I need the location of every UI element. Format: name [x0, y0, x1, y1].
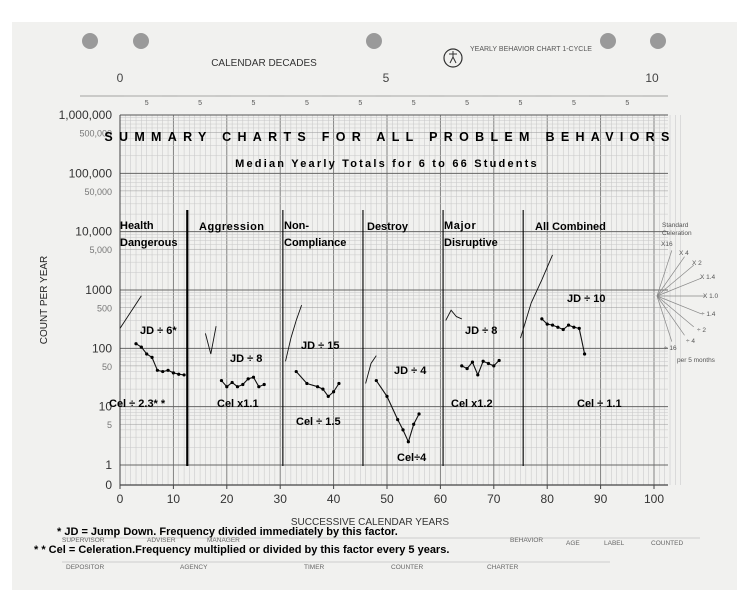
footnote-cel: * * Cel = Celeration.Frequency multiplied or divided by this factor every 5 years.: [34, 544, 450, 556]
y-tick-label: 1000: [85, 283, 112, 297]
data-point: [482, 360, 485, 363]
celeration-fan-label-x16: X16: [661, 241, 673, 248]
field-label-manager: MANAGER: [207, 537, 240, 544]
y-tick-label: 1,000,000: [58, 108, 112, 122]
field-label-adviser: ADVISER: [147, 537, 176, 544]
celeration-fan-title: Standard: [662, 222, 689, 229]
y-axis-tick-labels: [59, 108, 113, 492]
y-tick-label: 5: [106, 420, 112, 431]
y-tick-label: 50: [101, 361, 112, 372]
x-tick-label: 100: [643, 492, 665, 506]
x-tick-label: 80: [540, 492, 554, 506]
binder-hole-icon: [600, 33, 616, 49]
series-line-8: [446, 310, 462, 320]
phase-label-major-2: Disruptive: [444, 237, 498, 249]
data-point: [583, 352, 586, 355]
data-point: [172, 371, 175, 374]
annotation-health-jd: JD ÷ 6*: [140, 325, 177, 337]
decade-day-tick: 5: [144, 100, 149, 107]
celeration-fan-label-x14: X 1.4: [700, 274, 716, 281]
x-tick-label: 70: [487, 492, 501, 506]
phase-label-major: Major: [444, 220, 477, 232]
series-line-4: [286, 305, 302, 361]
data-point: [225, 385, 228, 388]
phase-label-destroy: Destroy: [367, 221, 408, 233]
data-point: [385, 395, 388, 398]
phase-label-health: Health: [120, 220, 154, 232]
celeration-fan-label-x2: X 2: [692, 260, 702, 267]
decade-day-tick: 5: [411, 100, 416, 107]
data-point: [492, 364, 495, 367]
celeration-fan-label-x4: X 4: [679, 250, 689, 257]
field-label-behavior: BEHAVIOR: [510, 537, 544, 544]
data-point: [562, 328, 565, 331]
annotation-noncompliance-jd: JD ÷ 15: [301, 340, 340, 352]
phase-label-health-2: Dangerous: [120, 237, 178, 249]
data-series: [120, 255, 586, 443]
data-point: [417, 412, 420, 415]
data-point: [177, 373, 180, 376]
data-point: [295, 370, 298, 373]
celeration-fan-label-div4: ÷ 4: [686, 338, 695, 345]
celeration-fan-label-x10: X 1.0: [703, 293, 719, 300]
celeration-fan-label-div14: ÷ 1.4: [701, 311, 716, 318]
data-point: [375, 379, 378, 382]
annotation-major-cel: Cel x1.2: [451, 398, 493, 410]
celeration-fan-title-2: Celeration: [662, 230, 692, 237]
data-point: [466, 367, 469, 370]
data-point: [540, 317, 543, 320]
annotation-combined-cel: Cel ÷ 1.1: [577, 398, 622, 410]
binder-hole-icon: [366, 33, 382, 49]
binder-hole-icon: [650, 33, 666, 49]
data-point: [546, 323, 549, 326]
data-point: [412, 423, 415, 426]
field-label-counter: COUNTER: [391, 564, 424, 571]
field-label-label: LABEL: [604, 540, 625, 547]
y-tick-label: 100,000: [68, 166, 112, 181]
chart-publisher-title: YEARLY BEHAVIOR CHART 1-CYCLE: [470, 46, 592, 53]
x-tick-label: 0: [116, 492, 124, 506]
binder-hole-icon: [82, 33, 98, 49]
data-point: [161, 370, 164, 373]
data-point: [471, 361, 474, 364]
data-point: [156, 369, 159, 372]
y-tick-label: 10: [98, 399, 112, 414]
decade-day-tick: 5: [465, 100, 470, 107]
data-point: [572, 326, 575, 329]
decade-day-tick: 5: [358, 100, 363, 107]
data-point: [166, 369, 169, 372]
decade-marker-10: 10: [645, 71, 659, 85]
field-label-charter: CHARTER: [487, 564, 519, 571]
x-tick-label: 50: [380, 492, 394, 506]
field-label-timer: TIMER: [304, 564, 325, 571]
chart-title: SUMMARY CHARTS FOR ALL PROBLEM BEHAVIORS: [104, 130, 676, 144]
data-point: [498, 359, 501, 362]
y-axis-label: COUNT PER YEAR: [39, 255, 50, 345]
data-point: [321, 388, 324, 391]
binder-hole-icon: [133, 33, 149, 49]
annotation-destroy-jd: JD ÷ 4: [394, 365, 427, 377]
celeration-fan-label-div2: ÷ 2: [697, 327, 706, 334]
x-axis-tick-labels: [117, 485, 665, 506]
decade-marker-0: 0: [116, 71, 124, 85]
data-point: [567, 324, 570, 327]
data-point: [401, 428, 404, 431]
decade-marker-5: 5: [382, 71, 390, 85]
decade-day-tick: 5: [251, 100, 256, 107]
data-point: [134, 342, 137, 345]
behavior-research-logo: [444, 49, 462, 67]
field-label-depositor: DEPOSITOR: [66, 564, 105, 571]
data-point: [140, 345, 143, 348]
data-point: [327, 395, 330, 398]
decade-day-tick: 5: [571, 100, 576, 107]
annotation-health-cel: Cel ÷ 2.3* *: [109, 398, 166, 410]
celeration-fan-footnote: per 5 months: [677, 357, 715, 364]
decade-day-tick: 5: [198, 100, 203, 107]
decade-day-tick: 5: [518, 100, 523, 107]
field-label-supervisor: SUPERVISOR: [62, 537, 105, 544]
data-point: [241, 383, 244, 386]
footnote-jd: * JD = Jump Down. Frequency divided immediately by this factor.: [57, 526, 398, 538]
annotation-noncompliance-cel: Cel ÷ 1.5: [296, 416, 341, 428]
phase-label-all-combined: All Combined: [535, 221, 606, 233]
data-point: [556, 326, 559, 329]
x-tick-label: 40: [326, 492, 341, 506]
x-tick-label: 20: [220, 492, 234, 506]
x-tick-label: 60: [433, 492, 448, 506]
annotation-aggression-cel: Cel x1.1: [217, 398, 259, 410]
field-label-agency: AGENCY: [180, 564, 208, 571]
data-point: [220, 379, 223, 382]
y-tick-label: 0: [105, 478, 112, 492]
annotation-destroy-cel: Cel÷4: [397, 452, 427, 464]
annotation-combined-jd: JD ÷ 10: [567, 293, 606, 305]
decade-day-tick-labels: [124, 96, 643, 107]
data-point: [182, 373, 185, 376]
data-point: [551, 324, 554, 327]
data-point: [305, 382, 308, 385]
y-tick-label: 100: [91, 341, 112, 356]
data-point: [252, 376, 255, 379]
data-point: [396, 418, 399, 421]
phase-label-noncompliance-2: Compliance: [284, 237, 347, 249]
data-point: [460, 364, 463, 367]
y-tick-label: 500,000: [79, 128, 112, 139]
data-point: [337, 382, 340, 385]
phase-label-aggression: Aggression: [199, 221, 265, 233]
data-point: [247, 377, 250, 380]
data-point: [407, 440, 410, 443]
y-tick-label: 5,000: [89, 245, 112, 256]
y-tick-label: 500: [96, 303, 112, 314]
field-label-counted: COUNTED: [651, 540, 684, 547]
data-point: [231, 381, 234, 384]
y-tick-label: 1: [105, 458, 112, 472]
phase-label-noncompliance: Non-: [284, 220, 310, 232]
y-tick-label: 50,000: [84, 186, 112, 197]
chart-subtitle: Median Yearly Totals for 6 to 66 Students: [235, 158, 539, 170]
field-label-age: AGE: [566, 540, 580, 547]
data-point: [150, 356, 153, 359]
data-point: [236, 385, 239, 388]
data-point: [145, 352, 148, 355]
data-point: [263, 383, 266, 386]
decade-day-tick: 5: [625, 100, 630, 107]
calendar-decades-label: CALENDAR DECADES: [211, 58, 317, 69]
data-point: [316, 385, 319, 388]
x-tick-label: 10: [166, 492, 181, 506]
y-tick-label: 10,000: [75, 224, 112, 239]
annotation-major-jd: JD ÷ 8: [465, 325, 498, 337]
data-point: [332, 390, 335, 393]
celeration-fan-label-div16: ÷ 16: [664, 345, 677, 352]
decade-day-tick: 5: [304, 100, 309, 107]
data-point: [578, 327, 581, 330]
annotation-aggression-jd: JD ÷ 8: [230, 353, 263, 365]
x-tick-label: 30: [273, 492, 287, 506]
data-point: [476, 373, 479, 376]
data-point: [257, 385, 260, 388]
standard-celeration-fan: [657, 222, 719, 364]
x-axis-label: SUCCESSIVE CALENDAR YEARS: [290, 517, 450, 528]
data-point: [487, 362, 490, 365]
x-tick-label: 90: [593, 492, 608, 506]
